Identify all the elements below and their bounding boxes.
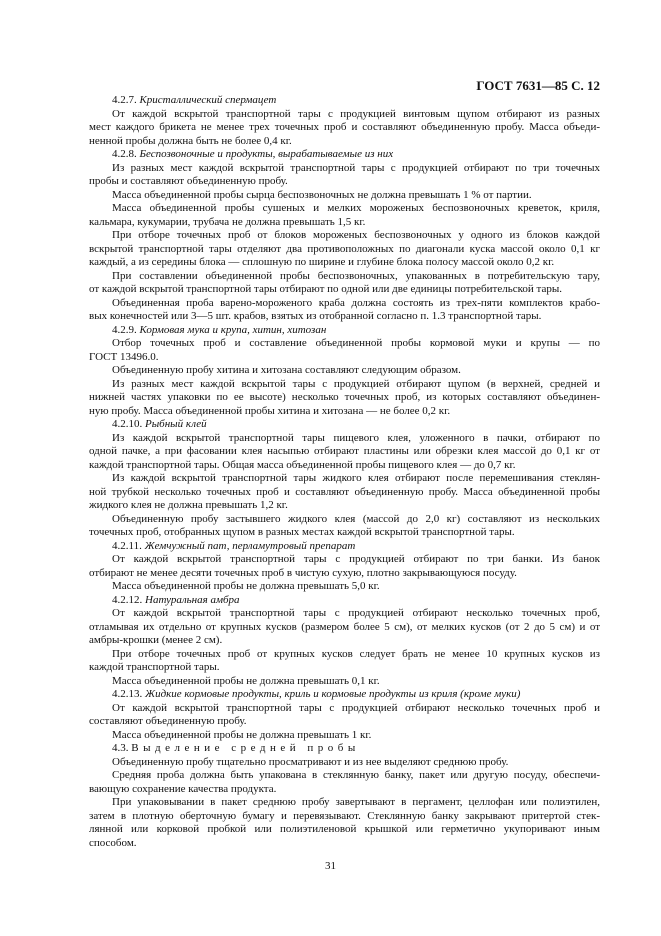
paragraph (89, 756, 600, 770)
paragraph (89, 108, 600, 149)
paragraph-line: ненной пробы должна быть не более 0,4 кг. (89, 134, 292, 147)
paragraph-line: вскрытой транспортной тары отделяют два противоположных по диагонали куска массой около 0,1 кг (89, 242, 600, 255)
paragraph (89, 675, 600, 689)
document-body (89, 94, 600, 850)
paragraph (89, 648, 600, 675)
heading-number: 4.3. (112, 742, 129, 754)
paragraph-line: от каждой вскрытой транспортной тары отбирают по одной или две единицы потребительской тары. (89, 283, 562, 295)
paragraph-line: каждой транспортной тары. Общая масса объединенной пробы пищевого клея — до 0,7 кг. (89, 458, 516, 471)
paragraph-line: точечных проб, отобранных щупом в разных местах каждой вскрытой транспортной тары. (89, 526, 515, 538)
paragraph-line: каждой транспортной тары. (89, 661, 220, 673)
heading-number: 4.2.12. (112, 593, 143, 606)
paragraph (89, 337, 600, 364)
paragraph (89, 702, 600, 729)
paragraph (89, 162, 600, 189)
subsection-heading (89, 688, 600, 702)
paragraph-line: Масса объединенной пробы не должна превышать 5,0 кг. (112, 580, 380, 592)
paragraph-line: От каждой вскрытой транспортной тары с продукцией винтовым щупом отбирают из разных (112, 107, 600, 120)
heading-title: Кристаллический спермацет (139, 94, 277, 106)
subsection-heading (89, 94, 600, 108)
paragraph-line: Отбор точечных проб и составление объединенной пробы кормовой муки и крупы — по (112, 337, 600, 349)
paragraph-line: При отборе точечных проб от крупных кусков следует брать не менее 10 крупных кусков из (112, 647, 600, 660)
paragraph-line: ную пробу. Масса объединенной пробы хитина и хитозана — не более 0,2 кг. (89, 404, 451, 417)
heading-title: Кормовая мука и крупа, хитин, хитозан (139, 323, 327, 336)
heading-number: 4.2.13. (112, 688, 143, 700)
paragraph-line: Из каждой вскрытой транспортной тары жидкого клея отбирают после перемешивания стеклян- (112, 472, 600, 484)
section-heading (89, 742, 600, 756)
paragraph (89, 513, 600, 540)
subsection-heading (89, 418, 600, 432)
paragraph-line: При упаковывании в пакет среднюю пробу завертывают в пергамент, целлофан или полиэтилен, (112, 796, 600, 808)
paragraph-line: составляют объединенную пробу. (89, 715, 247, 727)
paragraph-line: Из каждой вскрытой транспортной тары пищевого клея, уложенного в пачки, отбирают по (112, 431, 600, 444)
paragraph-line: вающую сохранение качества продукта. (89, 782, 277, 795)
subsection-heading (89, 148, 600, 162)
paragraph (89, 297, 600, 324)
paragraph-line: амбры-крошки (менее 2 см). (89, 634, 223, 646)
paragraph-line: От каждой вскрытой транспортной тары с продукцией отбирают несколько точечных проб и (112, 701, 600, 714)
paragraph (89, 229, 600, 270)
paragraph (89, 769, 600, 796)
paragraph-line: ГОСТ 13496.0. (89, 350, 159, 363)
paragraph-line: Из разных мест каждой вскрытой транспортной тары с продукцией отбирают по три точечных (112, 161, 600, 174)
paragraph-line: Масса объединенной пробы сырца беспозвоночных не должна превышать 1 % от партии. (112, 188, 532, 201)
paragraph-line: кальмара, кукумарии, трубача не должна превышать 1,5 кг. (89, 215, 366, 228)
paragraph (89, 378, 600, 419)
paragraph (89, 607, 600, 648)
heading-title: Жемчужный пат, перламутровый препарат (144, 539, 356, 552)
paragraph-line: пробы и составляют объединенную пробу. (89, 175, 288, 187)
heading-title: Беспозвоночные и продукты, вырабатываемые из них (139, 148, 394, 160)
paragraph-line: нижней частях упаковки по ее высоте) несколько точечных проб, из которых составляют объединен- (89, 391, 600, 403)
paragraph (89, 580, 600, 594)
paragraph (89, 432, 600, 473)
paragraph (89, 729, 600, 743)
paragraph-line: От каждой вскрытой транспортной тары с продукцией отбирают несколько точечных проб, (112, 607, 600, 619)
paragraph (89, 796, 600, 850)
paragraph (89, 270, 600, 297)
heading-title: Выделение средней пробы (131, 742, 360, 754)
paragraph-line: затем в плотную оберточную бумагу и перевязывают. Стеклянную банку закрывают притертой стек- (89, 809, 600, 822)
paragraph-line: Масса объединенной пробы не должна превышать 0,1 кг. (112, 674, 380, 687)
heading-title: Натуральная амбра (145, 593, 240, 606)
document-header: ГОСТ 7631—85 С. 12 (476, 78, 600, 93)
paragraph-line: Масса объединенной пробы сушеных и мелких мороженых беспозвоночных креветок, криля, (112, 202, 600, 214)
paragraph-line: От каждой вскрытой транспортной тары с продукцией отбирают по три банки. Из банок (112, 553, 600, 565)
heading-number: 4.2.8. (112, 148, 137, 160)
paragraph (89, 553, 600, 580)
paragraph-line: мест каждого брикета не менее трех точечных проб и составляют объединенную пробу. Масса объеди- (89, 121, 600, 133)
paragraph-line: Объединенную пробу хитина и хитозана составляют следующим образом. (112, 364, 461, 376)
subsection-heading (89, 324, 600, 338)
heading-title: Рыбный клей (145, 418, 207, 430)
heading-number: 4.2.7. (112, 94, 137, 106)
paragraph-line: отбирают не менее десяти точечных проб в чистую сухую, плотно закрывающуюся посуду. (89, 566, 517, 579)
heading-number: 4.2.10. (112, 418, 143, 430)
paragraph (89, 364, 600, 378)
heading-title: Жидкие кормовые продукты, криль и кормовые продукты из криля (кроме муки) (145, 688, 521, 700)
paragraph-line: жидкого клея не должна превышать 1,2 кг. (89, 499, 288, 511)
paragraph-line: одной пачке, а при фасовании клея насыпью отбирают пластины или обрезки клея массой до 0,1 кг от (89, 445, 600, 457)
paragraph-line: ной трубкой несколько точечных проб и составляют объединенную пробу. Масса объединенной пробы (89, 485, 600, 498)
paragraph (89, 202, 600, 229)
subsection-heading (89, 594, 600, 608)
paragraph (89, 189, 600, 203)
paragraph-line: способом. (89, 836, 137, 849)
paragraph-line: вых конечностей или 3—5 шт. крабов, взятых из отобранной согласно п. 1.3 транспортной тары. (89, 310, 542, 322)
paragraph (89, 472, 600, 513)
paragraph-line: При отборе точечных проб от блоков мороженых беспозвоночных у одного из блоков каждой (112, 229, 600, 241)
heading-number: 4.2.11. (112, 539, 142, 552)
paragraph-line: Объединенную пробу застывшего жидкого клея (массой до 2,0 кг) составляют из нескольких (112, 512, 600, 525)
page-number: 31 (325, 860, 336, 872)
paragraph-line: Объединенную пробу тщательно просматривают и из нее выделяют среднюю пробу. (112, 755, 509, 768)
paragraph-line: Объединенная проба варено-мороженого краба должна состоять из трех-пяти комплектов крабо- (112, 296, 600, 309)
paragraph-line: Масса объединенной пробы не должна превышать 1 кг. (112, 728, 372, 741)
subsection-heading (89, 540, 600, 554)
paragraph-line: Средняя проба должна быть упакована в стеклянную банку, пакет или другую посуду, обеспечи- (112, 769, 600, 781)
paragraph-line: лянной или корковой пробкой или полиэтиленовой крышкой или герметично укупоривают иным (89, 823, 600, 835)
paragraph-line: отламывая их отдельно от крупных кусков (размером более 5 см), от мелких кусков (от 2 до 5 см) и от (89, 620, 600, 633)
paragraph-line: каждый, а из середины блока — сплошную по ширине и глубине блока полосу массой около 0,2 кг. (89, 256, 555, 268)
paragraph-line: Из разных мест каждой вскрытой тары с продукцией отбирают щупом (в верхней, средней и (112, 377, 600, 390)
heading-number: 4.2.9. (112, 323, 137, 336)
paragraph-line: При составлении объединенной пробы беспозвоночных, упакованных в потребительскую тару, (112, 269, 600, 282)
